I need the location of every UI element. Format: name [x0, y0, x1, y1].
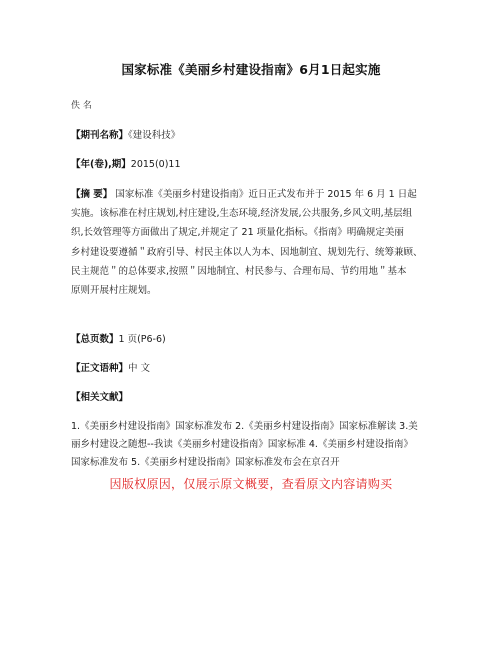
reference-line[interactable]: 丽乡村建设之随想--我读《美丽乡村建设指南》国家标准 4.《美丽乡村建设指南》 [71, 439, 413, 450]
abstract-line: 乡村建设要遵循＂政府引导、村民主体以人为本、因地制宜、规划先行、统筹兼顾、 [71, 246, 423, 258]
references-heading [71, 389, 128, 403]
references-list [71, 418, 441, 472]
year-issue-label: 【年(卷),期】 [71, 159, 131, 170]
journal-label: 【期刊名称】 [71, 130, 129, 141]
reference-line[interactable]: 1.《美丽乡村建设指南》国家标准发布 2.《美丽乡村建设指南》国家标准解读 3.美 [71, 421, 418, 432]
references-label: 【相关文献】 [71, 392, 129, 403]
abstract-line: 【摘 要】 国家标准《美丽乡村建设指南》近日正式发布并于 2015 年 6 月 1 日起 [71, 189, 417, 200]
journal-field [71, 127, 180, 141]
abstract-line: 织,长效管理等方面做出了规定,并规定了 21 项量化指标。《指南》明确规定美丽 [71, 227, 404, 239]
copyright-notice[interactable]: 因版权原因，仅展示原文概要，查看原文内容请购买 [109, 477, 393, 491]
pages-field [71, 331, 166, 345]
abstract-line: 民主规范＂的总体要求,按照＂因地制宜、村民参与、合理布局、节约用地＂基本 [71, 265, 407, 277]
language-value: 中 文 [128, 363, 151, 374]
author: 佚 名 [71, 101, 92, 111]
year-issue-value: 2015(0)11 [130, 159, 181, 170]
pages-label: 【总页数】 [71, 334, 119, 345]
abstract-line: 原则开展村庄规划。 [71, 285, 157, 297]
journal-value: 《建设科技》 [128, 130, 181, 141]
abstract-line: 实施。该标准在村庄规划,村庄建设,生态环境,经济发展,公共服务,乡风文明,基层组 [71, 208, 413, 220]
reference-line[interactable]: 国家标准发布 5.《美丽乡村建设指南》国家标准发布会在京召开 [71, 457, 340, 468]
language-label: 【正文语种】 [71, 363, 129, 374]
abstract-label: 【摘 要】 [71, 189, 113, 200]
page-title: 国家标准《美丽乡村建设指南》6月1日起实施 [121, 62, 381, 77]
year-issue-field [71, 156, 181, 170]
abstract [71, 185, 433, 300]
pages-value: 1 页(P6-6) [118, 334, 166, 345]
language-field [71, 360, 150, 374]
